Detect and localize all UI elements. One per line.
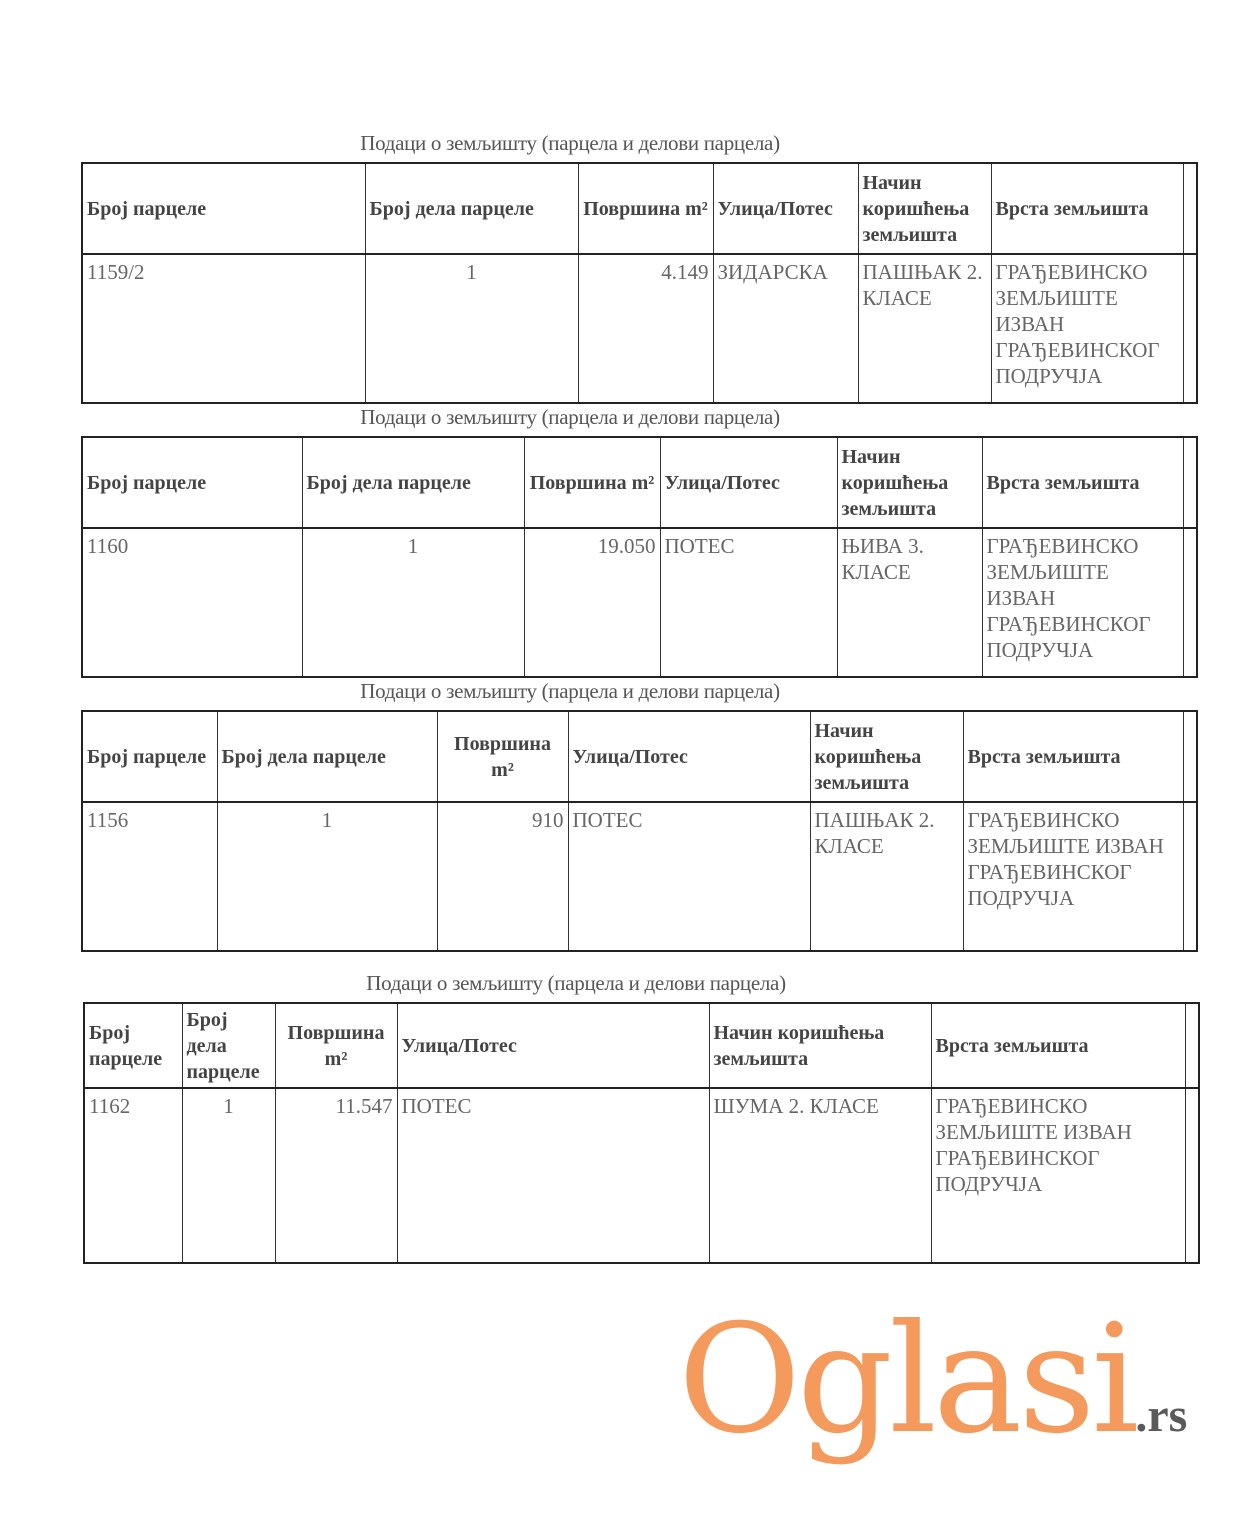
cell-usage: ПАШЊАК 2. КЛАСЕ [810,802,963,951]
table-edge [1183,528,1197,677]
logo-tld: .rs [1135,1389,1188,1442]
header-parcel-no: Број парцеле [82,163,365,254]
header-land-type: Врста земљишта [991,163,1183,254]
table-row [82,528,1197,677]
cell-usage: ПАШЊАК 2. КЛАСЕ [858,254,991,403]
table-header-row [82,711,1197,802]
oglasi-logo [678,1293,1188,1491]
table-edge [1183,254,1197,403]
cell-land-type: ГРАЂЕВИНСКО ЗЕМЉИШТЕ ИЗВАН ГРАЂЕВИНСКОГ ПОДРУЧЈА [982,528,1183,677]
cell-parcel-no: 1156 [82,802,217,951]
header-street: Улица/Потес [660,437,837,528]
header-street: Улица/Потес [397,1003,709,1088]
cell-usage: ЊИВА 3. КЛАСЕ [837,528,982,677]
header-area: Површина m² [524,437,660,528]
header-land-type: Врста земљишта [963,711,1183,802]
header-part-no: Број дела парцеле [182,1003,275,1088]
table-caption: Подаци о земљишту (парцела и делови парцела) [366,971,786,995]
table-header-row [82,163,1197,254]
header-part-no: Број дела парцеле [302,437,524,528]
header-usage: Начин коришћења земљишта [810,711,963,802]
cell-land-type: ГРАЂЕВИНСКО ЗЕМЉИШТЕ ИЗВАН ГРАЂЕВИНСКОГ ПОДРУЧЈА [963,802,1183,951]
cell-usage: ШУМА 2. КЛАСЕ [709,1088,931,1263]
land-table [81,436,1198,678]
cell-street: ПОТЕС [660,528,837,677]
header-usage: Начин коришћења земљишта [858,163,991,254]
table-row [82,802,1197,951]
logo-brand: Oglasi [678,1293,1136,1467]
table-edge [1183,163,1197,254]
land-table [83,1002,1200,1264]
cell-land-type: ГРАЂЕВИНСКО ЗЕМЉИШТЕ ИЗВАН ГРАЂЕВИНСКОГ ПОДРУЧЈА [931,1088,1185,1263]
table-caption: Подаци о земљишту (парцела и делови парцела) [360,131,780,155]
table-caption: Подаци о земљишту (парцела и делови парцела) [360,679,780,703]
cell-street: ЗИДАРСКА [713,254,858,403]
table-row [82,254,1197,403]
table-header-row [84,1003,1199,1088]
table-edge [1183,437,1197,528]
header-street: Улица/Потес [713,163,858,254]
land-table [81,162,1198,404]
header-part-no: Број дела парцеле [365,163,578,254]
land-table [81,710,1198,952]
header-parcel-no: Број парцеле [84,1003,182,1088]
cell-street: ПОТЕС [568,802,810,951]
table-header-row [82,437,1197,528]
cell-area: 11.547 [275,1088,397,1263]
cell-part-no: 1 [217,802,437,951]
header-land-type: Врста земљишта [931,1003,1185,1088]
header-land-type: Врста земљишта [982,437,1183,528]
table-row [84,1088,1199,1263]
table-edge [1183,802,1197,951]
header-usage: Начин коришћења земљишта [837,437,982,528]
header-area: Површина m² [437,711,568,802]
header-parcel-no: Број парцеле [82,437,302,528]
header-parcel-no: Број парцеле [82,711,217,802]
header-area: Површина m² [578,163,713,254]
header-usage: Начин коришћења земљишта [709,1003,931,1088]
table-edge [1185,1003,1199,1088]
header-street: Улица/Потес [568,711,810,802]
table-edge [1183,711,1197,802]
cell-parcel-no: 1162 [84,1088,182,1263]
cell-area: 910 [437,802,568,951]
cell-area: 19.050 [524,528,660,677]
cell-part-no: 1 [302,528,524,677]
cell-land-type: ГРАЂЕВИНСКО ЗЕМЉИШТЕ ИЗВАН ГРАЂЕВИНСКОГ ПОДРУЧЈА [991,254,1183,403]
table-caption: Подаци о земљишту (парцела и делови парцела) [360,405,780,429]
cell-part-no: 1 [182,1088,275,1263]
header-area: Површина m² [275,1003,397,1088]
cell-parcel-no: 1160 [82,528,302,677]
cell-street: ПОТЕС [397,1088,709,1263]
header-part-no: Број дела парцеле [217,711,437,802]
table-edge [1185,1088,1199,1263]
cell-parcel-no: 1159/2 [82,254,365,403]
cell-part-no: 1 [365,254,578,403]
cell-area: 4.149 [578,254,713,403]
